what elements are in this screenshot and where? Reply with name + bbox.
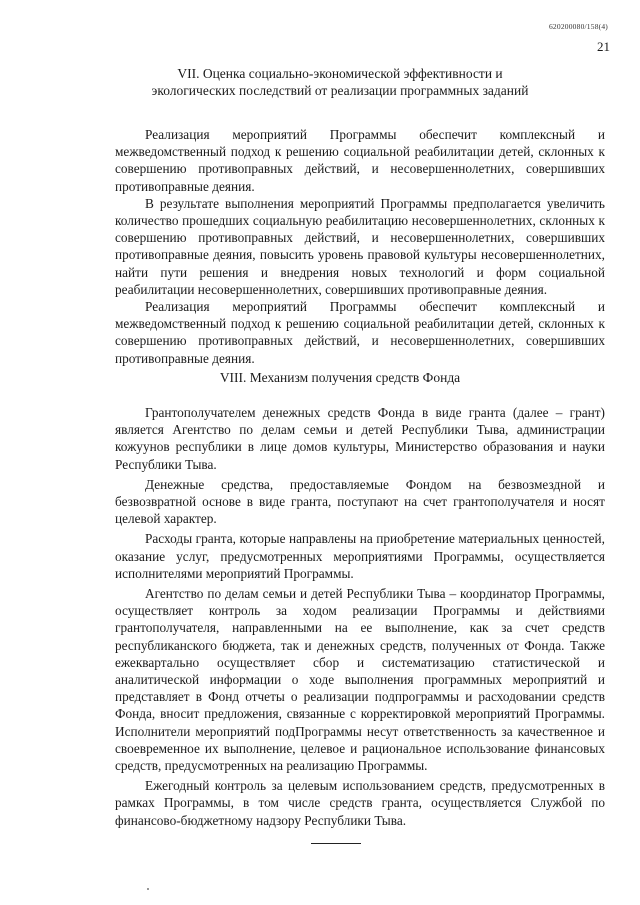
section-7-title [115, 65, 565, 99]
closing-rule [311, 843, 361, 844]
page-number: 21 [597, 39, 610, 54]
section-8-paragraph-3: Расходы гранта, которые направлены на приобретение материальных ценностей, оказание услуг, предусмотренных мероприятиями Программы, осуществляется исполнителями мероприятий Программы. [115, 531, 605, 581]
section-7-title-line-2: экологических последствий от реализации программных заданий [151, 83, 529, 98]
section-7-body [115, 126, 605, 367]
section-7-paragraph-3: Реализация мероприятий Программы обеспечит комплексный и межведомственный подход к решению социальной реабилитации детей, склонных к совершению противоправных действий, и несовершеннолетних, совершивших противоправные деяния. [115, 299, 605, 366]
section-8-paragraph-5: Ежегодный контроль за целевым использованием средств, предусмотренных в рамках Программы, в том числе средств гранта, осуществляется Службой по финансово-бюджетному надзору Республики Тыва. [115, 778, 605, 828]
section-8-paragraph-2: Денежные средства, предоставляемые Фондом на безвозмездной и безвозвратной основе в виде гранта, поступают на счет грантополучателя и носят целевой характер. [115, 476, 605, 527]
section-7-paragraph-2: В результате выполнения мероприятий Программы предполагается увеличить количество прошедших социальную реабилитацию несовершеннолетних, склонных к совершению противоправных действий, и несовершеннолетних, совершивших противоправные деяния, повысить уровень правовой культуры несовершеннолетних, найти пути решения и внедрения новых технологий и форм социальной реабилитации несовершеннолетних, совершивших противоправные деяния. [115, 195, 605, 297]
scan-speck [147, 888, 149, 890]
section-8-paragraph-1: Грантополучателем денежных средств Фонда в виде гранта (далее – грант) является Агентство по делам семьи и детей Республики Тыва, администрации кожуунов республики в лице домов культуры, Министерство образования и науки Республики Тыва. [115, 405, 605, 472]
section-8-title: VIII. Механизм получения средств Фонда [219, 370, 461, 385]
section-8-paragraph-4: Агентство по делам семьи и детей Республики Тыва – координатор Программы, осуществляет контроль за ходом реализации Программы и действиями грантополучателя, направленными на ее выполнение, как за счет средств республиканского бюджета, так и денежных средств, полученных от Фонда. Также ежеквартально осуществляет сбор и систематизацию статистической и аналитической информации о ходе выполнения программных мероприятий и представляет в Фонд отчеты о реализации подпрограммы и расходовании средств Фонда, вносит предложения, связанные с корректировкой мероприятий Программы. Исполнители мероприятий подПрограммы несут ответственность за качественное и своевременное их выполнение, целевое и рациональное использование финансовых средств, предусмотренных на реализацию Программы. [115, 586, 605, 774]
document-code: 620200080/158(4) [548, 22, 608, 31]
section-7-paragraph-1: Реализация мероприятий Программы обеспечит комплексный и межведомственный подход к решению социальной реабилитации детей, склонных к совершению противоправных действий, и несовершеннолетних, совершивших противоправные деяния. [115, 127, 605, 194]
section-7-title-line-1: VII. Оценка социально-экономической эффективности и [177, 66, 503, 81]
section-8-body [115, 404, 605, 832]
